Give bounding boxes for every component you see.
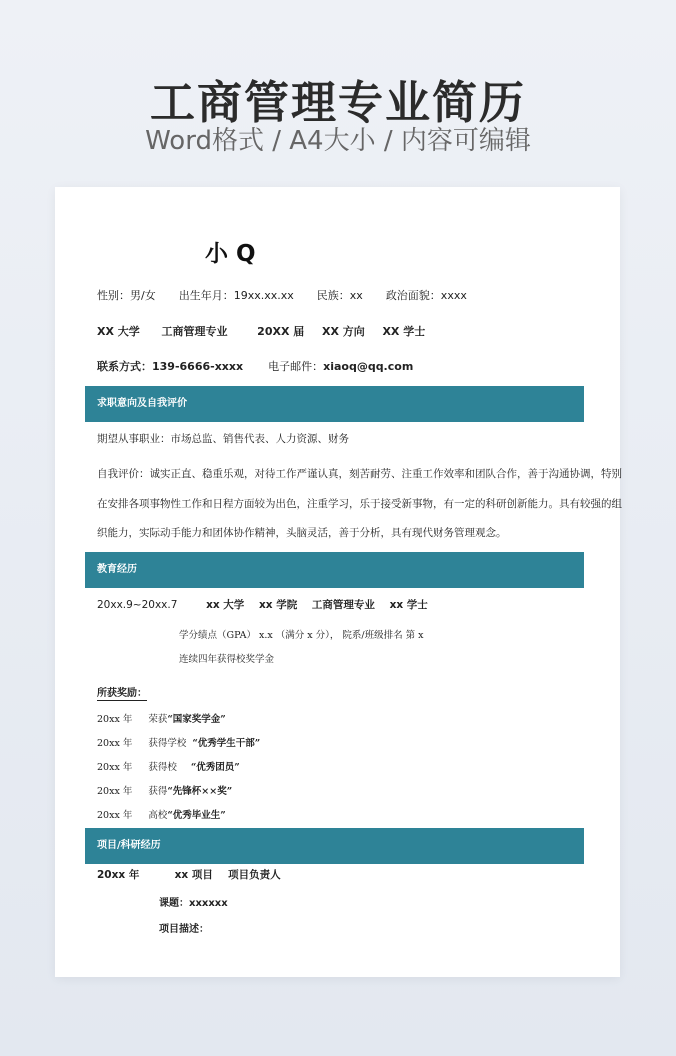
contact-row	[97, 358, 413, 374]
education-major: 工商管理专业	[311, 599, 375, 611]
project-year: 20xx 年	[97, 869, 140, 881]
resume-name: 小 Q	[205, 241, 256, 267]
email-address: xiaoq@qq.com	[323, 360, 414, 373]
political-status: 政治面貌：xxxx	[385, 289, 467, 302]
award-item: 20xx 年 获得“先锋杯××奖”	[97, 786, 233, 797]
resume-page	[55, 187, 620, 977]
education-period: 20xx.9~20xx.7	[97, 599, 178, 611]
major: 工商管理专业	[161, 325, 228, 338]
phone-label: 联系方式：	[97, 360, 152, 373]
award-item: 20xx 年 荣获“国家奖学金”	[97, 714, 226, 725]
education-row	[97, 597, 428, 612]
award-item: 20xx 年 高校“优秀毕业生”	[97, 810, 226, 821]
direction: XX 方向	[321, 325, 365, 338]
section-education-header: 教育经历	[85, 552, 584, 588]
scholarship-line: 连续四年获得校奖学金	[179, 654, 275, 665]
school-info-row	[97, 323, 425, 339]
expected-job: 期望从事职业：市场总监、销售代表、人力资源、财务	[97, 433, 349, 445]
email-label: 电子邮件：	[268, 360, 324, 373]
project-description-label: 项目描述：	[159, 924, 209, 935]
gender: 性别：男/女	[97, 289, 156, 302]
awards-label: 所获奖励：	[97, 688, 147, 699]
project-name: xx 项目	[174, 869, 213, 881]
project-role: 项目负责人	[228, 869, 281, 881]
project-row	[97, 867, 281, 882]
project-topic: 课题：xxxxxx	[159, 898, 228, 909]
banner-title: 工商管理专业简历	[149, 76, 526, 129]
gpa-line: 学分绩点（GPA） x.x （满分 x 分）， 院系/班级排名 第 x	[179, 630, 424, 641]
self-evaluation-line-1: 自我评价：诚实正直、稳重乐观，对待工作严谨认真，刻苦耐劳、注重工作效率和团队合作，善于沟通协调，特别	[97, 468, 622, 480]
section-intent-header: 求职意向及自我评价	[85, 386, 584, 422]
degree: XX 学士	[382, 325, 426, 338]
basic-info-row	[97, 287, 467, 303]
award-item: 20xx 年 获得学校 “优秀学生干部”	[97, 738, 261, 749]
self-evaluation-line-3: 织能力，实际动手能力和团体协作精神，头脑灵活，善于分析，具有现代财务管理观念。	[97, 527, 507, 539]
phone-number: 139-6666-xxxx	[152, 360, 244, 373]
education-college: xx 学院	[259, 599, 298, 611]
university: XX 大学	[97, 325, 140, 338]
banner-subtitle: Word格式 / A4大小 / 内容可编辑	[145, 126, 531, 156]
birth-date: 出生年月：19xx.xx.xx	[178, 289, 294, 302]
graduation-year: 20XX 届	[257, 325, 305, 338]
education-school: xx 大学	[206, 599, 245, 611]
ethnicity: 民族：xx	[316, 289, 363, 302]
award-item: 20xx 年 获得校 “优秀团员”	[97, 762, 240, 773]
education-degree: xx 学士	[389, 599, 428, 611]
section-project-header: 项目/科研经历	[85, 828, 584, 864]
self-evaluation-line-2: 在安排各项事物性工作和日程方面较为出色，注重学习，乐于接受新事物，有一定的科研创新能力。具有较强的组	[97, 498, 622, 510]
